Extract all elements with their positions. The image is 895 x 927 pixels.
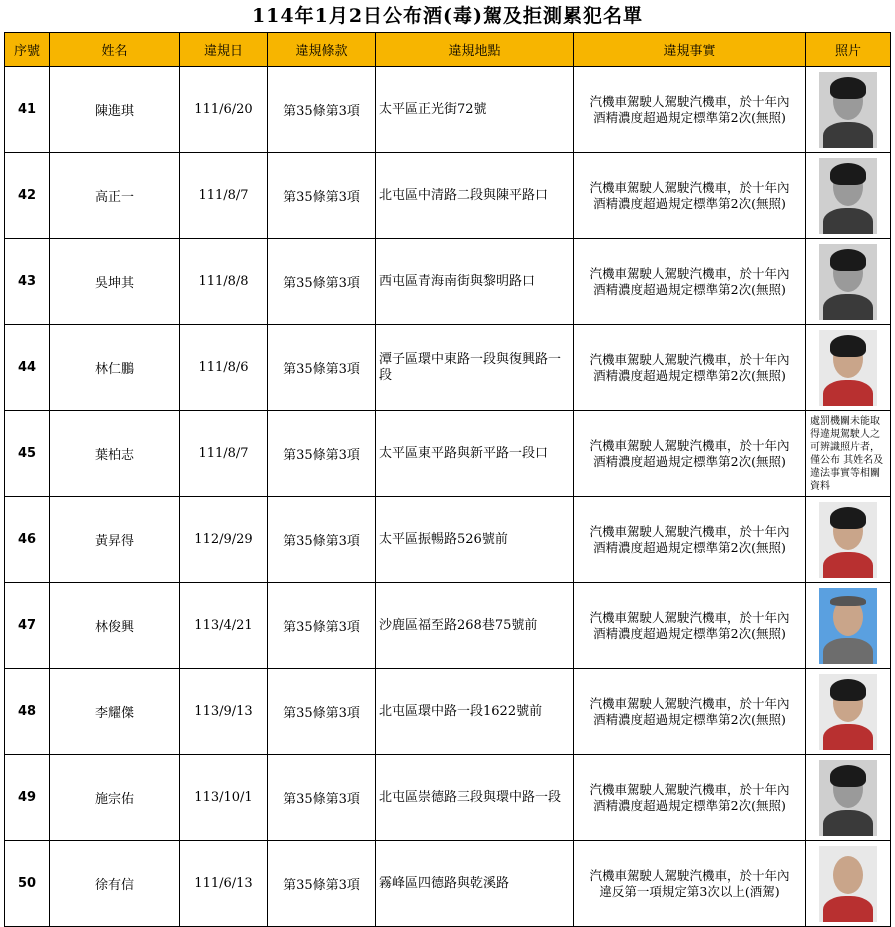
fact-line-2: 酒精濃度超過規定標準第2次(無照) (593, 195, 786, 211)
row-seq: 45 (5, 411, 50, 497)
row-seq: 46 (5, 497, 50, 583)
row-photo (806, 239, 891, 325)
row-name: 黃昇得 (50, 497, 180, 583)
row-location: 北屯區崇德路三段與環中路一段 (376, 755, 574, 841)
portrait-photo (819, 502, 877, 578)
fact-line-1: 汽機車駕駛人駕駛汽機車，於十年內 (589, 93, 790, 109)
fact-line-1: 汽機車駕駛人駕駛汽機車，於十年內 (589, 265, 790, 281)
row-fact (574, 497, 806, 583)
row-clause: 第35條第3項 (268, 325, 376, 411)
row-fact (574, 411, 806, 497)
row-location: 太平區東平路與新平路一段口 (376, 411, 574, 497)
row-fact (574, 841, 806, 927)
table-row (5, 239, 891, 325)
row-name: 徐有信 (50, 841, 180, 927)
fact-line-2: 酒精濃度超過規定標準第2次(無照) (593, 625, 786, 641)
page-title: 114年1月2日公布酒(毒)駕及拒測累犯名單 (251, 5, 644, 27)
row-photo (806, 755, 891, 841)
row-photo (806, 841, 891, 927)
fact-line-2: 酒精濃度超過規定標準第2次(無照) (593, 453, 786, 469)
table-row (5, 583, 891, 669)
table-row (5, 497, 891, 583)
table-row (5, 67, 891, 153)
row-photo (806, 325, 891, 411)
fact-line-2: 酒精濃度超過規定標準第2次(無照) (593, 281, 786, 297)
fact-line-1: 汽機車駕駛人駕駛汽機車，於十年內 (589, 351, 790, 367)
table-row (5, 153, 891, 239)
row-date: 111/8/7 (180, 411, 268, 497)
row-clause: 第35條第3項 (268, 583, 376, 669)
portrait-photo (819, 846, 877, 922)
row-photo (806, 411, 891, 497)
table-row (5, 411, 891, 497)
col-header-clause: 違規條款 (268, 33, 376, 67)
table-header-row (5, 33, 891, 67)
row-fact (574, 755, 806, 841)
col-header-photo: 照片 (806, 33, 891, 67)
fact-line-1: 汽機車駕駛人駕駛汽機車，於十年內 (589, 523, 790, 539)
fact-line-1: 汽機車駕駛人駕駛汽機車，於十年內 (589, 781, 790, 797)
row-photo (806, 583, 891, 669)
row-name: 李耀傑 (50, 669, 180, 755)
row-fact (574, 325, 806, 411)
fact-line-2: 酒精濃度超過規定標準第2次(無照) (593, 539, 786, 555)
col-header-seq: 序號 (5, 33, 50, 67)
row-location: 太平區正光街72號 (376, 67, 574, 153)
row-clause: 第35條第3項 (268, 669, 376, 755)
row-fact (574, 153, 806, 239)
portrait-photo (819, 674, 877, 750)
col-header-name: 姓名 (50, 33, 180, 67)
row-name: 林仁鵬 (50, 325, 180, 411)
portrait-photo (819, 760, 877, 836)
col-header-fact: 違規事實 (574, 33, 806, 67)
row-date: 111/8/8 (180, 239, 268, 325)
fact-line-1: 汽機車駕駛人駕駛汽機車，於十年內 (589, 179, 790, 195)
row-name: 吳坤其 (50, 239, 180, 325)
row-fact (574, 669, 806, 755)
row-fact (574, 583, 806, 669)
row-date: 113/4/21 (180, 583, 268, 669)
portrait-photo (819, 588, 877, 664)
row-fact (574, 67, 806, 153)
row-fact (574, 239, 806, 325)
row-date: 113/10/1 (180, 755, 268, 841)
row-seq: 50 (5, 841, 50, 927)
row-name: 施宗佑 (50, 755, 180, 841)
portrait-photo (819, 72, 877, 148)
table-row (5, 325, 891, 411)
row-name: 高正一 (50, 153, 180, 239)
row-date: 111/6/20 (180, 67, 268, 153)
row-clause: 第35條第3項 (268, 153, 376, 239)
offender-table (4, 32, 891, 927)
fact-line-1: 汽機車駕駛人駕駛汽機車，於十年內 (589, 867, 790, 883)
row-location: 西屯區青海南街與黎明路口 (376, 239, 574, 325)
row-name: 林俊興 (50, 583, 180, 669)
fact-line-1: 汽機車駕駛人駕駛汽機車，於十年內 (589, 609, 790, 625)
table-row (5, 669, 891, 755)
row-date: 111/8/6 (180, 325, 268, 411)
fact-line-2: 酒精濃度超過規定標準第2次(無照) (593, 367, 786, 383)
fact-line-1: 汽機車駕駛人駕駛汽機車，於十年內 (589, 437, 790, 453)
row-date: 113/9/13 (180, 669, 268, 755)
row-location: 北屯區環中路一段1622號前 (376, 669, 574, 755)
row-seq: 41 (5, 67, 50, 153)
row-clause: 第35條第3項 (268, 239, 376, 325)
row-clause: 第35條第3項 (268, 67, 376, 153)
portrait-photo (819, 330, 877, 406)
row-location: 太平區振暢路526號前 (376, 497, 574, 583)
row-seq: 44 (5, 325, 50, 411)
row-clause: 第35條第3項 (268, 411, 376, 497)
fact-line-1: 汽機車駕駛人駕駛汽機車，於十年內 (589, 695, 790, 711)
row-seq: 42 (5, 153, 50, 239)
col-header-date: 違規日 (180, 33, 268, 67)
row-seq: 43 (5, 239, 50, 325)
row-clause: 第35條第3項 (268, 755, 376, 841)
row-photo (806, 67, 891, 153)
col-header-location: 違規地點 (376, 33, 574, 67)
row-date: 112/9/29 (180, 497, 268, 583)
fact-line-2: 酒精濃度超過規定標準第2次(無照) (593, 797, 786, 813)
row-seq: 48 (5, 669, 50, 755)
row-clause: 第35條第3項 (268, 497, 376, 583)
row-seq: 47 (5, 583, 50, 669)
fact-line-2: 違反第一項規定第3次以上(酒駕) (599, 883, 780, 899)
row-location: 潭子區環中東路一段與復興路一段 (376, 325, 574, 411)
row-location: 霧峰區四德路與乾溪路 (376, 841, 574, 927)
fact-line-2: 酒精濃度超過規定標準第2次(無照) (593, 711, 786, 727)
row-photo (806, 497, 891, 583)
table-row (5, 841, 891, 927)
row-location: 北屯區中清路二段與陳平路口 (376, 153, 574, 239)
row-seq: 49 (5, 755, 50, 841)
row-name: 葉柏志 (50, 411, 180, 497)
row-date: 111/8/7 (180, 153, 268, 239)
row-photo (806, 669, 891, 755)
portrait-photo (819, 244, 877, 320)
portrait-photo (819, 158, 877, 234)
table-row (5, 755, 891, 841)
no-photo-note: 處罰機關未能取得違規駕駛人之可辨識照片者，僅公布 其姓名及違法事實等相關資料 (810, 415, 884, 492)
row-photo (806, 153, 891, 239)
fact-line-2: 酒精濃度超過規定標準第2次(無照) (593, 109, 786, 125)
row-clause: 第35條第3項 (268, 841, 376, 927)
row-date: 111/6/13 (180, 841, 268, 927)
row-location: 沙鹿區福至路268巷75號前 (376, 583, 574, 669)
row-name: 陳進琪 (50, 67, 180, 153)
